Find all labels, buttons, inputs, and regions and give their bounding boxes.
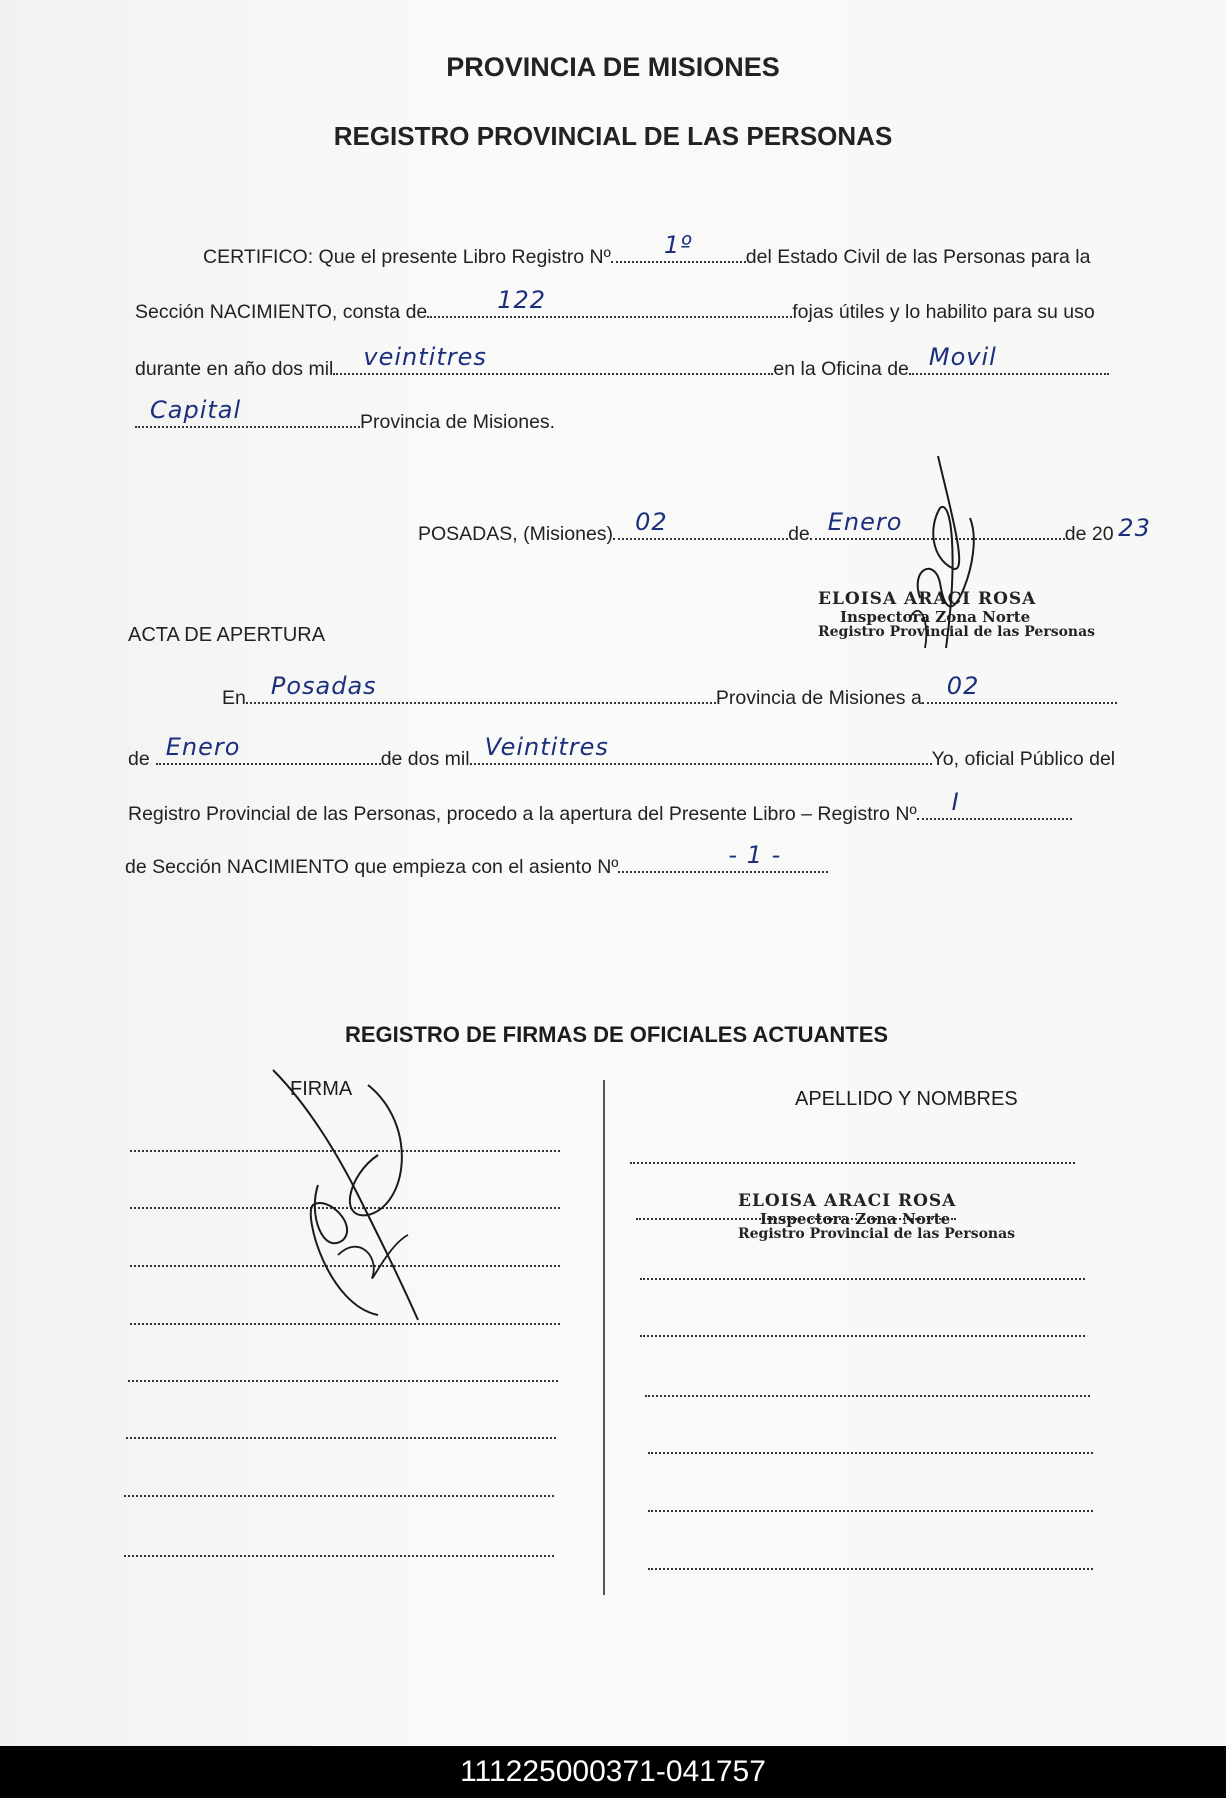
stamp-org: Registro Provincial de las Personas — [738, 1226, 1016, 1243]
stamp-role: Inspectora Zona Norte — [760, 1209, 951, 1228]
firma-line — [124, 1555, 554, 1557]
acta-book-field — [917, 788, 1072, 820]
firma-line — [128, 1380, 558, 1382]
certificate-line-2 — [135, 286, 1095, 324]
certificate-line-4 — [135, 396, 556, 434]
acta-text: de dos mil — [380, 748, 470, 770]
certificate-text: en la Oficina de — [773, 358, 909, 380]
certificate-text: Sección NACIMIENTO, consta de — [135, 301, 428, 323]
handwritten-acta-book: I — [951, 788, 960, 816]
certificate-text: del Estado Civil de las Personas para la — [745, 246, 1091, 268]
acta-asiento-field — [618, 841, 828, 873]
handwritten-acta-year: Veintitres — [484, 733, 609, 761]
nombre-line — [630, 1162, 1075, 1164]
acta-line-4 — [125, 841, 828, 879]
handwritten-year: veintitres — [363, 343, 487, 371]
office-field — [909, 343, 1109, 375]
certificate-text: durante en año dos mil — [135, 358, 334, 380]
acta-month-field — [156, 733, 381, 765]
firma-column-label: FIRMA — [290, 1078, 353, 1100]
handwritten-month: Enero — [827, 508, 903, 536]
certificate-text: de — [788, 523, 810, 545]
acta-line-1 — [222, 672, 1117, 710]
stamp-org: Registro Provincial de las Personas — [818, 624, 1096, 641]
nombre-line — [648, 1568, 1093, 1570]
handwritten-office-cont: Capital — [150, 396, 242, 424]
handwritten-office: Movil — [928, 343, 997, 371]
certificate-line-1 — [203, 231, 1091, 269]
certificate-text: fojas útiles y lo habilito para su uso — [792, 301, 1095, 323]
nombre-line — [648, 1510, 1093, 1512]
nombre-line — [645, 1395, 1090, 1397]
firma-line — [126, 1437, 556, 1439]
handwritten-book-number: 1º — [663, 231, 693, 259]
document-title: PROVINCIA DE MISIONES — [446, 52, 780, 82]
nombre-line — [648, 1452, 1093, 1454]
certificate-date-line — [418, 508, 1156, 546]
acta-line-3 — [128, 788, 1072, 826]
document-subtitle: REGISTRO PROVINCIAL DE LAS PERSONAS — [333, 121, 893, 151]
handwritten-asiento: - 1 - — [728, 841, 782, 869]
handwritten-signature-top — [880, 448, 1000, 688]
acta-text: Yo, oficial Público del — [931, 748, 1116, 770]
acta-text: de — [128, 748, 150, 770]
stamp-role: Inspectora Zona Norte — [840, 607, 1031, 626]
acta-day-field — [922, 672, 1117, 704]
acta-text: En — [222, 687, 246, 709]
office-field-cont — [135, 396, 360, 428]
nombre-column-label: APELLIDO Y NOMBRES — [795, 1088, 1018, 1110]
handwritten-acta-month: Enero — [165, 733, 241, 761]
acta-year-field — [470, 733, 932, 765]
stamp-name: ELOISA ARACI ROSA — [818, 589, 1037, 609]
handwritten-acta-day: 02 — [946, 672, 980, 700]
acta-text: de Sección NACIMIENTO que empieza con el asiento Nº — [125, 856, 619, 878]
acta-text: Registro Provincial de las Personas, procedo a la apertura del Presente Libro – Registro Nº — [128, 803, 917, 825]
certificate-line-3 — [135, 343, 1109, 381]
year-field — [333, 343, 773, 375]
handwritten-signature-bottom — [268, 1065, 468, 1325]
stamp-name: ELOISA ARACI ROSA — [738, 1191, 957, 1211]
certificate-text: de 20 — [1064, 523, 1114, 545]
certificate-text: POSADAS, (Misiones) — [418, 523, 614, 545]
acta-line-2 — [128, 733, 1116, 771]
acta-text: Provincia de Misiones a — [715, 687, 922, 709]
certificate-text: CERTIFICO: Que el presente Libro Registro Nº — [203, 246, 611, 268]
document-footer-code: 111225000371-041757 — [0, 1746, 1226, 1798]
nombre-line — [640, 1335, 1085, 1337]
official-stamp-bottom — [738, 1192, 1015, 1243]
column-divider — [603, 1080, 605, 1595]
handwritten-pages: 122 — [497, 286, 547, 314]
handwritten-year-suffix: 23 — [1118, 514, 1151, 542]
acta-place-field — [246, 672, 716, 704]
firma-line — [124, 1495, 554, 1497]
acta-heading: ACTA DE APERTURA — [128, 624, 326, 646]
nombre-line — [640, 1278, 1085, 1280]
handwritten-day: 02 — [635, 508, 668, 536]
signatures-title: REGISTRO DE FIRMAS DE OFICIALES ACTUANTES — [345, 1022, 889, 1047]
handwritten-place: Posadas — [270, 672, 377, 700]
day-field — [613, 508, 788, 540]
pages-field — [427, 286, 792, 318]
book-number-field — [611, 231, 746, 263]
certificate-text: Provincia de Misiones. — [360, 411, 556, 433]
